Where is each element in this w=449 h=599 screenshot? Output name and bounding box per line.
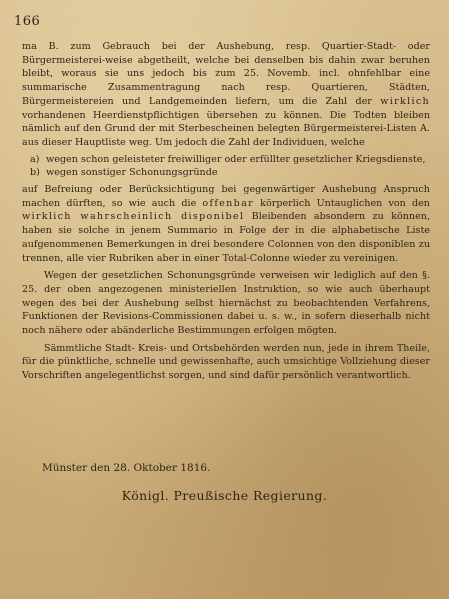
paragraph-2-text-e: Bleibenden absondern zu können, haben sie solche in jenem Summario in Folge der in die alphabetische Liste aufgenommenen Bemerkungen in drei besondere Colonnen von den disponiblen zu trennen, alle vier Rubriken aber in einer Total-Colonne wieder zu vereinigen. <box>22 211 431 264</box>
date-line: Münster den 28. Oktober 1816. <box>42 462 211 474</box>
list-item-text: wegen schon geleisteter freiwilliger oder erfüllter gesetzlicher Kriegsdienste, <box>46 153 426 165</box>
paragraph-1 <box>22 40 430 150</box>
list-item-text: wegen sonstiger Schonungsgründe <box>46 167 218 179</box>
emphasis-wirklich-disponibel: wirklich wahrscheinlich disponibel <box>22 211 245 223</box>
paragraph-1-text-a: ma B. zum Gebrauch bei der Aushebung, resp. Quartier-Stadt- oder Bürgermeisterei-weise abgetheilt, welche bei denselben bis dahin zwar beruhen bleibt, woraus sie uns jedoch bis zum 25. Novemb. incl. ohnfehlbar eine summarische Zusammentragung nach resp. Quartieren, Städten, Bürgermeistereien und Landgemeinden liefern, um die Zahl der <box>22 41 430 107</box>
paragraph-2 <box>22 183 430 265</box>
paragraph-3: Wegen der gesetzlichen Schonungsgründe verweisen wir lediglich auf den §. 25. der oben angezogenen ministeriellen Instruktion, so wie auch überhaupt wegen des bei der Aushebung selbst hiernächst zu beobachtenden Verfahrens, Funktionen der Revisions-Commissionen dabei u. s. w., in sofern dieserhalb nicht noch nähere oder abänderliche Bestimmungen erfolgen mögten. <box>22 270 430 337</box>
paragraph-4: Sämmtliche Stadt- Kreis- und Ortsbehörden werden nun, jede in ihrem Theile, für die pünktliche, schnelle und gewissenhafte, auch umsichtige Vollziehung dieser Vorschriften angelegentlichst sorgen, und sind dafür persönlich verantwortlich. <box>22 342 430 382</box>
paragraph-2-text-a: auf Befreiung oder Berücksichtigung bei gegenwärtiger Aushebung Anspruch machen dürften, so wie auch die <box>22 184 430 209</box>
list-item <box>22 153 430 167</box>
list-marker: a) <box>30 153 40 165</box>
signature: Königl. Preußische Regierung. <box>121 488 328 503</box>
emphasis-offenbar: offenbar <box>202 197 254 209</box>
list-item <box>22 166 430 180</box>
list-marker: b) <box>30 167 40 179</box>
paragraph-1-text-c: vorhandenen Heerdienstpflichtigen übersehen zu können. Die Todten bleiben nämlich auf den Grund der mit Sterbescheinen belegten Bürgermeisterei-Listen A. aus dieser Hauptliste weg. Um jedoch die Zahl der Individuen, welche <box>22 109 430 148</box>
paragraph-2-text-c: körperlich Untauglichen von den <box>254 197 430 209</box>
body-text <box>22 40 430 383</box>
reasons-list <box>22 153 430 180</box>
page-number: 166 <box>14 14 41 29</box>
emphasis-wirklich: wirklich <box>380 95 430 107</box>
